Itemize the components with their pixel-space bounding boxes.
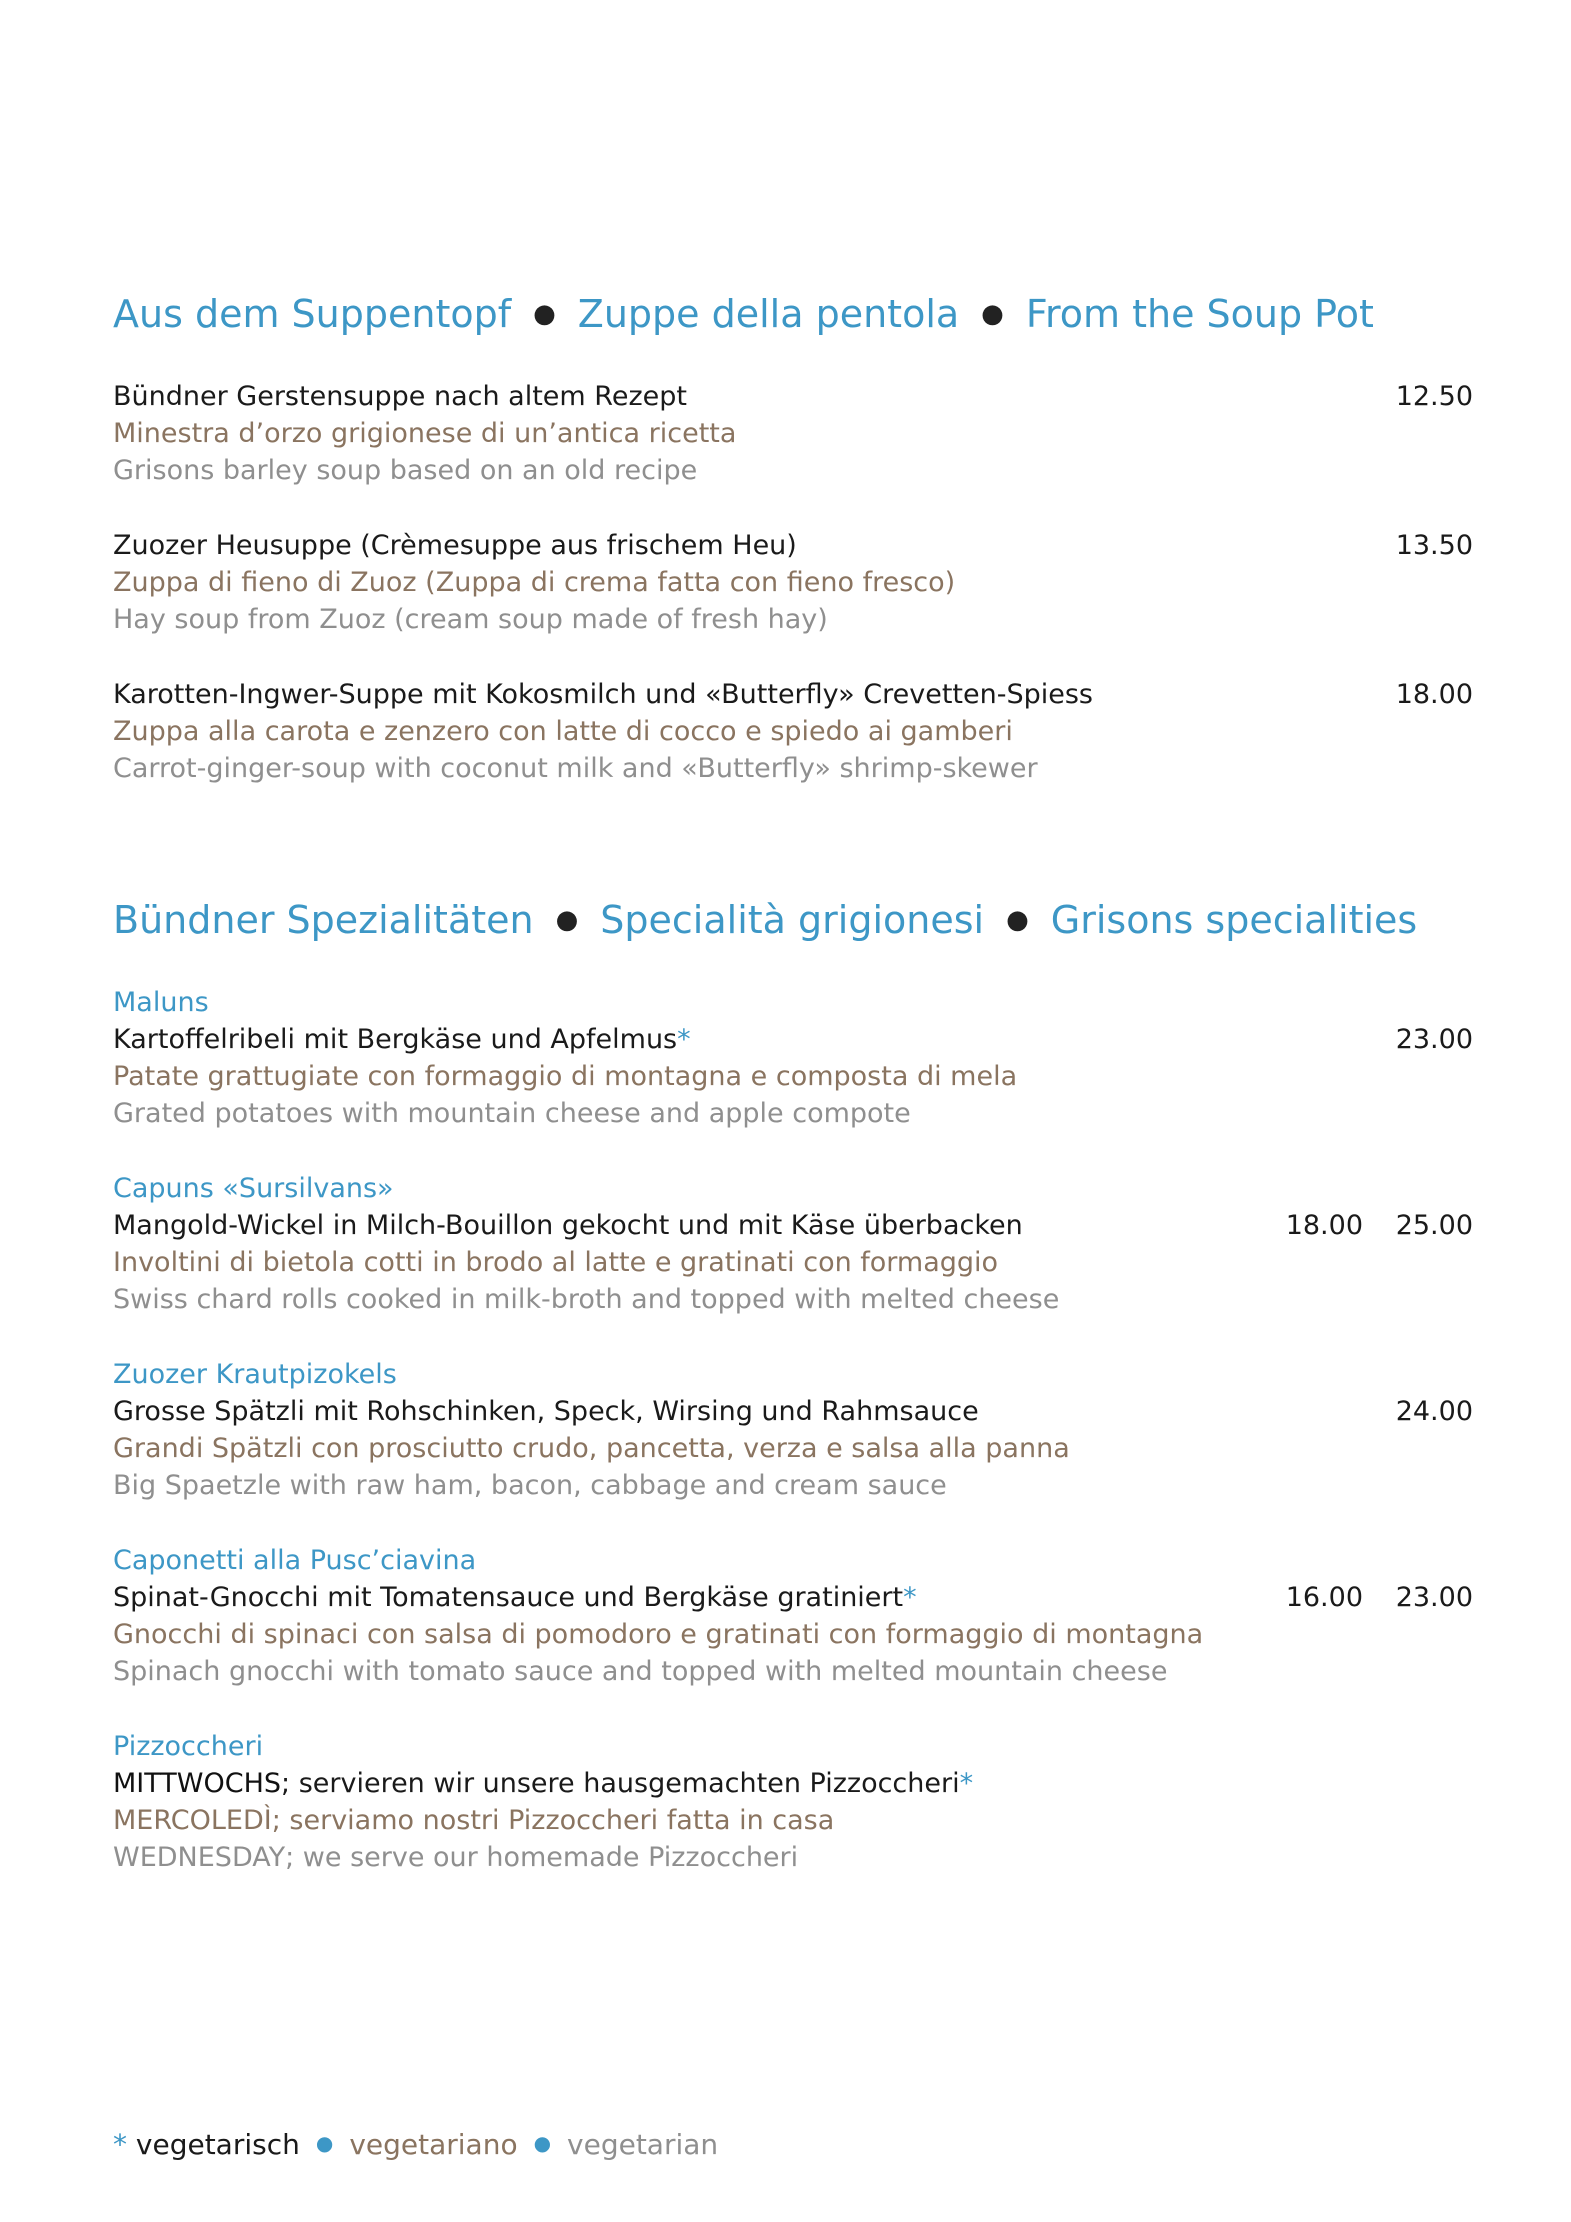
section-title-de: Aus dem Suppentopf: [113, 292, 512, 336]
item-category: Zuozer Krautpizokels: [113, 1359, 397, 1390]
weekday-de: MITTWOCHS: [113, 1768, 282, 1799]
item-category: Maluns: [113, 987, 209, 1018]
item-category: Caponetti alla Pusc’ciavina: [113, 1545, 477, 1576]
item-name-de: Kartoffelribeli mit Bergkäse und Apfelmus: [113, 1024, 678, 1055]
item-price: 12.50: [1395, 381, 1473, 412]
vegetarian-star-icon: *: [677, 1024, 691, 1055]
item-name-it: Grandi Spätzli con prosciutto crudo, pancetta, verza e salsa alla panna: [113, 1433, 1070, 1464]
menu-item-carrot-soup: [113, 676, 1473, 787]
separator-dot: ●: [981, 299, 1004, 329]
section-title-it: Zuppe della pentola: [577, 292, 960, 336]
item-price-small: 16.00: [1285, 1582, 1363, 1613]
menu-item-barley-soup: [113, 378, 1473, 489]
legend-en: vegetarian: [567, 2128, 719, 2161]
item-name-it: Minestra d’orzo grigionese di un’antica ricetta: [113, 418, 737, 449]
item-category: Pizzoccheri: [113, 1731, 264, 1762]
item-name-en: Swiss chard rolls cooked in milk-broth and topped with melted cheese: [113, 1284, 1060, 1315]
item-name-it: Zuppa alla carota e zenzero con latte di cocco e spiedo ai gamberi: [113, 716, 1013, 747]
item-name-en: Spinach gnocchi with tomato sauce and topped with melted mountain cheese: [113, 1656, 1168, 1687]
vegetarian-legend: [113, 2128, 718, 2161]
separator-dot: ●: [555, 905, 579, 935]
item-price: 25.00: [1395, 1210, 1473, 1241]
item-name-en: Grisons barley soup based on an old recipe: [113, 455, 698, 486]
item-name-de: Bündner Gerstensuppe nach altem Rezept: [113, 381, 687, 412]
item-name-de: Zuozer Heusuppe (Crèmesuppe aus frischem Heu): [113, 530, 797, 561]
item-price: 18.00: [1395, 679, 1473, 710]
section-title-en: Grisons specialities: [1050, 898, 1418, 942]
item-name-en: Hay soup from Zuoz (cream soup made of fresh hay): [113, 604, 828, 635]
vegetarian-star-icon: *: [903, 1582, 917, 1613]
item-category: Capuns «Sursilvans»: [113, 1173, 394, 1204]
menu-item-pizzoccheri: [113, 1728, 1473, 1876]
section-title-specialities: [113, 898, 1417, 942]
separator-dot: ●: [533, 2131, 552, 2155]
item-price: 24.00: [1395, 1396, 1473, 1427]
item-price-small: 18.00: [1285, 1210, 1363, 1241]
item-name-en: Big Spaetzle with raw ham, bacon, cabbage and cream sauce: [113, 1470, 947, 1501]
item-price: 13.50: [1395, 530, 1473, 561]
menu-item-maluns: [113, 984, 1473, 1132]
item-name-en: Carrot-ginger-soup with coconut milk and «Butterfly» shrimp-skewer: [113, 753, 1038, 784]
vegetarian-star-icon: *: [113, 2128, 127, 2161]
item-name-it: Involtini di bietola cotti in brodo al latte e gratinati con formaggio: [113, 1247, 999, 1278]
separator-dot: ●: [315, 2131, 334, 2155]
separator-dot: ●: [1006, 905, 1029, 935]
section-title-soup: [113, 292, 1374, 336]
menu-item-caponetti: [113, 1542, 1473, 1690]
section-title-de: Bündner Spezialitäten: [113, 898, 534, 942]
item-price: 23.00: [1395, 1024, 1473, 1055]
legend-it: vegetariano: [349, 2128, 518, 2161]
separator-dot: ●: [533, 299, 556, 329]
item-name-de: Grosse Spätzli mit Rohschinken, Speck, Wirsing und Rahmsauce: [113, 1396, 979, 1427]
item-name-de: Spinat-Gnocchi mit Tomatensauce und Bergkäse gratiniert: [113, 1582, 904, 1613]
weekday-it: MERCOLEDÌ: [113, 1805, 272, 1836]
legend-de: vegetarisch: [135, 2128, 300, 2161]
item-price: 23.00: [1395, 1582, 1473, 1613]
item-name-de: Karotten-Ingwer-Suppe mit Kokosmilch und «Butterfly» Crevetten-Spiess: [113, 679, 1093, 710]
section-title-en: From the Soup Pot: [1025, 292, 1374, 336]
menu-item-krautpizokels: [113, 1356, 1473, 1504]
item-name-it: ; serviamo nostri Pizzoccheri fatta in casa: [271, 1805, 835, 1836]
item-name-it: Zuppa di fieno di Zuoz (Zuppa di crema fatta con fieno fresco): [113, 567, 956, 598]
item-name-de: Mangold-Wickel in Milch-Bouillon gekocht und mit Käse überbacken: [113, 1210, 1023, 1241]
item-name-it: Patate grattugiate con formaggio di montagna e composta di mela: [113, 1061, 1018, 1092]
item-name-de: ; servieren wir unsere hausgemachten Pizzoccheri: [281, 1768, 960, 1799]
menu-item-hay-soup: [113, 527, 1473, 638]
section-title-it: Specialità grigionesi: [600, 898, 985, 942]
item-name-en: Grated potatoes with mountain cheese and apple compote: [113, 1098, 911, 1129]
item-name-it: Gnocchi di spinaci con salsa di pomodoro e gratinati con formaggio di montagna: [113, 1619, 1204, 1650]
item-name-en: ; we serve our homemade Pizzoccheri: [285, 1842, 799, 1873]
menu-item-capuns: [113, 1170, 1473, 1318]
vegetarian-star-icon: *: [959, 1768, 974, 1799]
weekday-en: WEDNESDAY: [113, 1842, 286, 1873]
